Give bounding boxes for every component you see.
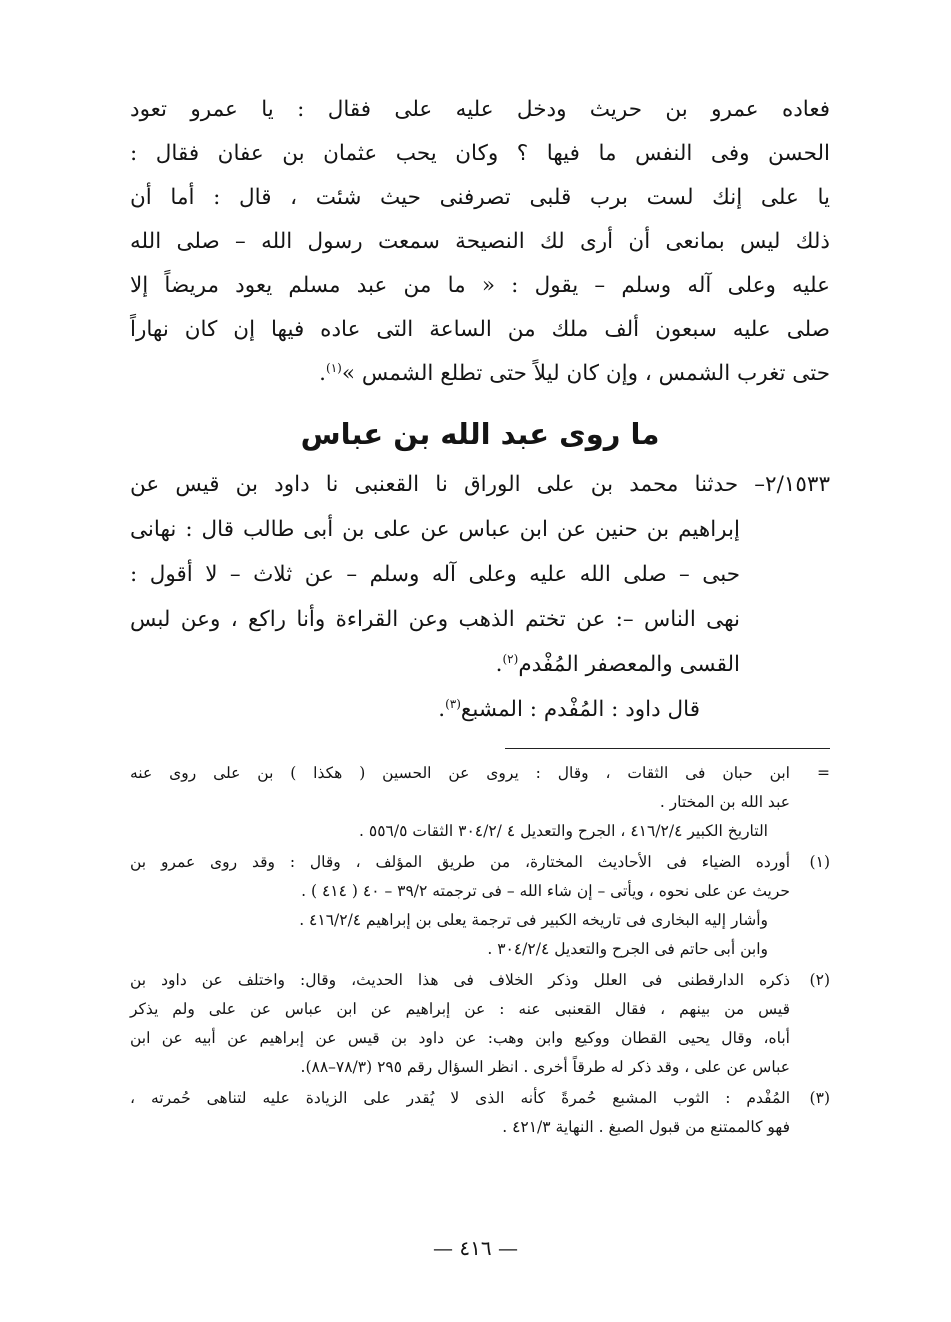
dawud-remark	[130, 687, 830, 732]
footnote-1	[130, 848, 830, 964]
line-end-punct: .	[319, 361, 327, 386]
footnote-line: قيس من بينهم ، فقال القعنبى عنه : عن إبراهيم عن ابن عباس عن على ولم يذكر	[130, 1000, 790, 1018]
footnote-rule-wrap	[130, 732, 830, 759]
footnote-line: المُفْدم : الثوب المشبع حُمرةً كأنه الذى لا يُقدر على الزيادة عليه لتناهى حُمرته ،	[130, 1089, 790, 1107]
text-line	[130, 352, 830, 396]
hadith-paragraph	[130, 462, 830, 687]
footnote-ref: (١)	[326, 360, 342, 375]
dawud-remark-text: قال داود : المُفْدم : المشبع	[460, 697, 700, 722]
footnote-line: أورده الضياء فى الأحاديث المختارة، من طريق المؤلف ، وقال : وقد روى عمرو بن	[130, 853, 790, 871]
footnote-3	[130, 1084, 830, 1142]
hadith-line	[130, 642, 830, 687]
footnote-line: عبد الله بن المختار .	[659, 793, 790, 811]
footnote-line: ذكره الدارقطنى فى العلل وذكر الخلاف فى هذا الحديث، وقال: واختلف عن داود بن	[130, 971, 790, 989]
hadith-line: ٢/١٥٣٣– حدثنا محمد بن على الوراق نا القعنبى نا داود بن قيس عن	[130, 472, 830, 497]
footnote-2	[130, 966, 830, 1082]
footnote-line: ابن حبان فى الثقات ، وقال : يروى عن الحسين ( هكذا ) بن على روى عنه	[130, 764, 790, 782]
footnote-line: فهو كالممتنع من قبول الصبغ . النهاية ٤٢١/٣ .	[502, 1118, 790, 1136]
text-line: صلى عليه سبعون ألف ملك من الساعة التى عاده فيها إن كان نهاراً	[130, 317, 830, 342]
hadith-line: حبى – صلى الله عليه وعلى آله وسلم – عن ثلاث – لا أقول :	[130, 562, 740, 587]
footnotes	[130, 759, 830, 1142]
footnote-line: حريث عن على نحوه ، ويأتى – إن شاء الله – فى ترجمته ٣٩/٢ – ٤٠ ( ٤١٤ ) .	[301, 882, 790, 900]
footnote-marker: (٢)	[809, 971, 830, 989]
page-number: — ٤١٦ —	[433, 1236, 518, 1260]
text-line: فعاده عمرو بن حريث ودخل عليه على فقال : يا عمرو تعود	[130, 97, 830, 122]
footnote-marker: (١)	[809, 853, 830, 871]
footnote-separator	[505, 748, 830, 749]
line-end-punct: .	[495, 652, 503, 677]
footnote-marker: (٣)	[809, 1089, 830, 1107]
footnote-line: عباس عن على ، وقد ذكر له طرقاً أخرى . انظر السؤال رقم ٢٩٥ (٧٨/٣–٨٨).	[300, 1058, 790, 1076]
footnote-line: وابن أبى حاتم فى الجرح والتعديل ٣٠٤/٢/٤ .	[487, 940, 768, 958]
page-content	[130, 88, 830, 1142]
text-line: يا على إنك لست برب قلبى تصرفنى حيث شئت ، قال : أما أن	[130, 185, 830, 210]
footnote-ref: (٢)	[502, 651, 519, 666]
main-paragraph	[130, 88, 830, 396]
hadith-line: نهى الناس –: عن تختم الذهب وعن القراءة وأنا راكع ، وعن لبس	[130, 607, 740, 632]
footnote-ref: (٣)	[445, 696, 461, 711]
text-line: ذلك ليس بمانعى أن أرى لك النصيحة سمعت رسول الله – صلى الله	[130, 229, 830, 254]
text-line: عليه وعلى آله وسلم – يقول : « ما من عبد مسلم يعود مريضاً إلا	[130, 273, 830, 298]
section-heading: ما روى عبد الله بن عباس	[300, 417, 660, 451]
footnote-continued	[130, 759, 830, 846]
hadith-line-content: القسى والمعصفر المُفْدم	[518, 652, 740, 677]
footnote-marker: =	[817, 764, 830, 782]
footnote-line: أباه، وقال يحيى القطان ووكيع وابن وهب: عن داود بن قيس عن إبراهيم عن أبيه عن ابن	[130, 1029, 790, 1047]
hadith-line: إبراهيم بن حنين عن ابن عباس عن على بن أبى طالب قال : نهانى	[130, 517, 740, 542]
text-line: الحسن وفى النفس ما فيها ؟ وكان يحب عثمان بن عفان فقال :	[130, 141, 830, 166]
line-end-punct: .	[438, 697, 446, 722]
footnote-line: وأشار إليه البخارى فى تاريخه الكبير فى ترجمة يعلى بن إبراهيم ٤١٦/٢/٤ .	[299, 911, 768, 929]
text-line-content: حتى تغرب الشمس ، وإن كان ليلاً حتى تطلع الشمس »	[341, 361, 830, 386]
footnote-line: التاريخ الكبير ٤١٦/٢/٤ ، الجرح والتعديل ٤ /٣٠٤/٢ الثقات ٥٥٦/٥ .	[359, 822, 768, 840]
